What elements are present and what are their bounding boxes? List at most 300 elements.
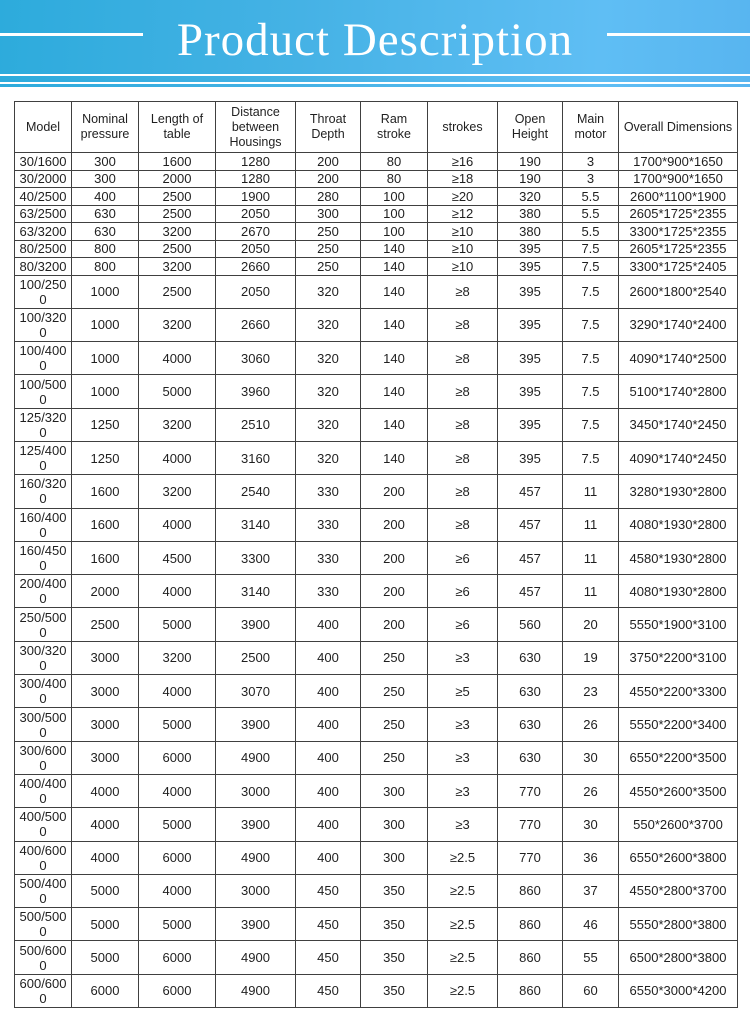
model-cell: 125/4000 (15, 441, 72, 474)
table-cell: 5000 (139, 908, 216, 941)
model-cell: 400/5000 (15, 808, 72, 841)
table-cell: 860 (498, 941, 563, 974)
table-cell: 190 (498, 153, 563, 171)
table-cell: 11 (563, 475, 619, 508)
table-cell: 5000 (139, 375, 216, 408)
table-cell: 3 (563, 153, 619, 171)
column-header: Main motor (563, 102, 619, 153)
table-cell: 6550*3000*4200 (619, 974, 738, 1007)
model-cell: 30/2000 (15, 170, 72, 188)
table-cell: 330 (296, 475, 361, 508)
table-cell: 395 (498, 342, 563, 375)
table-cell: 250 (296, 223, 361, 241)
table-cell: 6550*2200*3500 (619, 741, 738, 774)
table-cell: ≥16 (428, 153, 498, 171)
table-cell: 4000 (72, 841, 139, 874)
table-cell: 100 (361, 223, 428, 241)
table-cell: 5000 (72, 874, 139, 907)
table-cell: ≥8 (428, 508, 498, 541)
table-cell: 4000 (139, 675, 216, 708)
table-cell: 200 (361, 608, 428, 641)
table-cell: 20 (563, 608, 619, 641)
table-cell: ≥3 (428, 808, 498, 841)
table-row (15, 575, 738, 608)
table-cell: 395 (498, 441, 563, 474)
table-cell: 800 (72, 258, 139, 276)
table-cell: 26 (563, 774, 619, 807)
table-cell: 200 (361, 575, 428, 608)
table-row (15, 308, 738, 341)
table-cell: 320 (296, 275, 361, 308)
table-cell: 320 (296, 308, 361, 341)
table-cell: 4090*1740*2450 (619, 441, 738, 474)
table-cell: 300 (72, 170, 139, 188)
table-cell: 11 (563, 508, 619, 541)
table-cell: 1250 (72, 441, 139, 474)
table-cell: 250 (361, 741, 428, 774)
table-cell: 3000 (216, 874, 296, 907)
model-cell: 80/3200 (15, 258, 72, 276)
table-cell: 4550*2800*3700 (619, 874, 738, 907)
table-cell: 3000 (216, 774, 296, 807)
table-cell: 3200 (139, 408, 216, 441)
model-cell: 63/3200 (15, 223, 72, 241)
table-cell: ≥2.5 (428, 941, 498, 974)
table-cell: 1000 (72, 342, 139, 375)
table-cell: 450 (296, 908, 361, 941)
table-cell: 250 (361, 708, 428, 741)
table-cell: 320 (296, 342, 361, 375)
table-cell: 3450*1740*2450 (619, 408, 738, 441)
model-cell: 500/6000 (15, 941, 72, 974)
table-cell: 457 (498, 508, 563, 541)
model-cell: 600/6000 (15, 974, 72, 1007)
table-cell: 190 (498, 170, 563, 188)
column-header: Open Height (498, 102, 563, 153)
table-cell: 2000 (139, 170, 216, 188)
table-cell: 4000 (139, 441, 216, 474)
table-cell: 5000 (72, 908, 139, 941)
table-cell: 2050 (216, 275, 296, 308)
table-cell: 4000 (139, 508, 216, 541)
table-cell: 395 (498, 258, 563, 276)
table-cell: 7.5 (563, 408, 619, 441)
table-cell: 300 (361, 808, 428, 841)
model-cell: 100/2500 (15, 275, 72, 308)
table-cell: ≥6 (428, 575, 498, 608)
table-cell: 7.5 (563, 308, 619, 341)
table-row (15, 908, 738, 941)
table-cell: 6000 (139, 974, 216, 1007)
table-cell: 3300*1725*2355 (619, 223, 738, 241)
table-cell: 6000 (72, 974, 139, 1007)
table-cell: 1280 (216, 153, 296, 171)
table-cell: 1700*900*1650 (619, 170, 738, 188)
table-cell: 7.5 (563, 240, 619, 258)
table-cell: 400 (72, 188, 139, 206)
table-cell: 5.5 (563, 205, 619, 223)
table-cell: ≥20 (428, 188, 498, 206)
table-cell: 6000 (139, 941, 216, 974)
model-cell: 160/4000 (15, 508, 72, 541)
table-row (15, 240, 738, 258)
table-cell: 3200 (139, 641, 216, 674)
table-cell: 457 (498, 475, 563, 508)
table-cell: 4000 (139, 575, 216, 608)
table-row (15, 774, 738, 807)
table-row (15, 941, 738, 974)
table-cell: 330 (296, 541, 361, 574)
table-cell: 140 (361, 258, 428, 276)
table-cell: 395 (498, 408, 563, 441)
table-cell: 400 (296, 808, 361, 841)
table-row (15, 408, 738, 441)
table-cell: 140 (361, 275, 428, 308)
table-cell: ≥2.5 (428, 874, 498, 907)
spec-table-body (15, 153, 738, 1008)
table-row (15, 258, 738, 276)
model-cell: 400/4000 (15, 774, 72, 807)
table-cell: ≥3 (428, 708, 498, 741)
column-header: Overall Dimensions (619, 102, 738, 153)
table-cell: 36 (563, 841, 619, 874)
table-cell: 457 (498, 575, 563, 608)
table-cell: 2500 (72, 608, 139, 641)
table-cell: 300 (361, 774, 428, 807)
table-row (15, 188, 738, 206)
table-cell: ≥5 (428, 675, 498, 708)
table-cell: 630 (498, 741, 563, 774)
column-header: Nominal pressure (72, 102, 139, 153)
table-cell: 4900 (216, 741, 296, 774)
model-cell: 125/3200 (15, 408, 72, 441)
table-cell: 630 (72, 205, 139, 223)
table-cell: 2500 (139, 205, 216, 223)
table-cell: 450 (296, 974, 361, 1007)
table-cell: 100 (361, 205, 428, 223)
table-row (15, 153, 738, 171)
table-cell: ≥6 (428, 608, 498, 641)
table-cell: 330 (296, 575, 361, 608)
model-cell: 200/4000 (15, 575, 72, 608)
table-row (15, 675, 738, 708)
table-cell: 5.5 (563, 223, 619, 241)
model-cell: 300/3200 (15, 641, 72, 674)
table-cell: 5.5 (563, 188, 619, 206)
table-cell: 2605*1725*2355 (619, 240, 738, 258)
model-cell: 30/1600 (15, 153, 72, 171)
column-header: Throat Depth (296, 102, 361, 153)
table-cell: 4000 (72, 808, 139, 841)
table-cell: 395 (498, 240, 563, 258)
table-row (15, 475, 738, 508)
table-cell: 320 (296, 408, 361, 441)
table-row (15, 874, 738, 907)
page-title: Product Description (176, 14, 574, 66)
model-cell: 40/2500 (15, 188, 72, 206)
table-row (15, 641, 738, 674)
table-cell: 2660 (216, 308, 296, 341)
table-row (15, 608, 738, 641)
table-cell: 320 (296, 375, 361, 408)
table-cell: ≥2.5 (428, 908, 498, 941)
table-cell: 630 (498, 708, 563, 741)
table-cell: 7.5 (563, 258, 619, 276)
model-cell: 100/4000 (15, 342, 72, 375)
table-cell: 1900 (216, 188, 296, 206)
table-cell: 860 (498, 874, 563, 907)
table-cell: 80 (361, 170, 428, 188)
table-cell: 1000 (72, 308, 139, 341)
table-cell: ≥8 (428, 408, 498, 441)
table-cell: 11 (563, 575, 619, 608)
table-cell: 6500*2800*3800 (619, 941, 738, 974)
table-cell: 7.5 (563, 342, 619, 375)
table-header-row (15, 102, 738, 153)
table-cell: 3200 (139, 223, 216, 241)
table-cell: 200 (361, 475, 428, 508)
table-cell: 3160 (216, 441, 296, 474)
table-cell: 11 (563, 541, 619, 574)
table-cell: 5550*2800*3800 (619, 908, 738, 941)
table-row (15, 808, 738, 841)
table-cell: 7.5 (563, 375, 619, 408)
table-cell: 4500 (139, 541, 216, 574)
table-row (15, 841, 738, 874)
table-cell: 350 (361, 908, 428, 941)
table-cell: ≥10 (428, 240, 498, 258)
column-header: Distance between Housings (216, 102, 296, 153)
table-cell: ≥10 (428, 223, 498, 241)
model-cell: 300/4000 (15, 675, 72, 708)
table-cell: 140 (361, 342, 428, 375)
table-cell: 400 (296, 675, 361, 708)
table-cell: 250 (296, 258, 361, 276)
table-cell: 7.5 (563, 441, 619, 474)
table-cell: 4580*1930*2800 (619, 541, 738, 574)
table-cell: ≥2.5 (428, 841, 498, 874)
table-cell: 7.5 (563, 275, 619, 308)
table-cell: 100 (361, 188, 428, 206)
table-cell: 300 (296, 205, 361, 223)
table-cell: 770 (498, 808, 563, 841)
table-cell: 395 (498, 308, 563, 341)
model-cell: 400/6000 (15, 841, 72, 874)
table-cell: 3750*2200*3100 (619, 641, 738, 674)
table-cell: ≥2.5 (428, 974, 498, 1007)
table-cell: 350 (361, 874, 428, 907)
table-cell: 3300 (216, 541, 296, 574)
table-cell: ≥18 (428, 170, 498, 188)
table-cell: 3140 (216, 508, 296, 541)
model-cell: 100/3200 (15, 308, 72, 341)
table-cell: 5550*2200*3400 (619, 708, 738, 741)
table-cell: 3300*1725*2405 (619, 258, 738, 276)
table-cell: 250 (361, 675, 428, 708)
table-cell: 140 (361, 308, 428, 341)
table-cell: 1600 (72, 508, 139, 541)
table-cell: 1000 (72, 275, 139, 308)
table-cell: 3900 (216, 708, 296, 741)
table-cell: 4000 (139, 874, 216, 907)
table-cell: 6550*2600*3800 (619, 841, 738, 874)
table-cell: 350 (361, 941, 428, 974)
table-cell: 2500 (216, 641, 296, 674)
table-cell: 140 (361, 441, 428, 474)
table-cell: 2500 (139, 275, 216, 308)
table-cell: 5000 (139, 808, 216, 841)
table-cell: 2600*1100*1900 (619, 188, 738, 206)
table-cell: 3900 (216, 808, 296, 841)
table-cell: 5000 (72, 941, 139, 974)
table-cell: 560 (498, 608, 563, 641)
table-cell: 1250 (72, 408, 139, 441)
table-cell: ≥12 (428, 205, 498, 223)
table-cell: 3900 (216, 608, 296, 641)
table-cell: 630 (498, 641, 563, 674)
table-row (15, 508, 738, 541)
table-cell: 4900 (216, 941, 296, 974)
table-cell: 550*2600*3700 (619, 808, 738, 841)
table-cell: 6000 (139, 841, 216, 874)
table-cell: 3200 (139, 475, 216, 508)
table-cell: ≥3 (428, 741, 498, 774)
table-row (15, 170, 738, 188)
model-cell: 80/2500 (15, 240, 72, 258)
table-cell: 140 (361, 240, 428, 258)
table-cell: 350 (361, 974, 428, 1007)
table-cell: 2500 (139, 188, 216, 206)
table-cell: 140 (361, 408, 428, 441)
table-cell: 3960 (216, 375, 296, 408)
banner-stripe-secondary (0, 84, 750, 87)
table-cell: 200 (296, 170, 361, 188)
table-cell: 3 (563, 170, 619, 188)
model-cell: 160/4500 (15, 541, 72, 574)
table-cell: 250 (296, 240, 361, 258)
table-cell: 630 (498, 675, 563, 708)
table-cell: 4550*2200*3300 (619, 675, 738, 708)
table-row (15, 741, 738, 774)
table-cell: 6000 (139, 741, 216, 774)
table-cell: 1600 (72, 475, 139, 508)
table-cell: 2510 (216, 408, 296, 441)
table-cell: 5100*1740*2800 (619, 375, 738, 408)
table-cell: 200 (296, 153, 361, 171)
table-row (15, 205, 738, 223)
column-header: Model (15, 102, 72, 153)
table-row (15, 223, 738, 241)
table-cell: 3070 (216, 675, 296, 708)
table-cell: 860 (498, 908, 563, 941)
table-cell: 380 (498, 205, 563, 223)
table-cell: 800 (72, 240, 139, 258)
table-cell: 400 (296, 641, 361, 674)
table-cell: 860 (498, 974, 563, 1007)
table-cell: 770 (498, 841, 563, 874)
table-cell: 630 (72, 223, 139, 241)
table-cell: 4000 (139, 342, 216, 375)
table-cell: 60 (563, 974, 619, 1007)
table-cell: 4000 (72, 774, 139, 807)
table-row (15, 375, 738, 408)
table-cell: 5000 (139, 608, 216, 641)
column-header: Ram stroke (361, 102, 428, 153)
table-cell: ≥8 (428, 441, 498, 474)
table-cell: 26 (563, 708, 619, 741)
table-cell: 4080*1930*2800 (619, 508, 738, 541)
table-cell: 4550*2600*3500 (619, 774, 738, 807)
table-cell: 3900 (216, 908, 296, 941)
table-cell: 19 (563, 641, 619, 674)
table-cell: 46 (563, 908, 619, 941)
table-cell: 400 (296, 841, 361, 874)
table-cell: 320 (498, 188, 563, 206)
table-cell: 4090*1740*2500 (619, 342, 738, 375)
table-cell: 5000 (139, 708, 216, 741)
table-cell: 400 (296, 741, 361, 774)
table-cell: ≥8 (428, 375, 498, 408)
table-row (15, 708, 738, 741)
model-cell: 300/5000 (15, 708, 72, 741)
title-rule-left (0, 33, 143, 36)
table-row (15, 541, 738, 574)
table-row (15, 275, 738, 308)
table-cell: 400 (296, 708, 361, 741)
table-cell: 2600*1800*2540 (619, 275, 738, 308)
table-cell: 1000 (72, 375, 139, 408)
table-cell: 55 (563, 941, 619, 974)
table-row (15, 974, 738, 1007)
table-cell: 380 (498, 223, 563, 241)
table-cell: 3000 (72, 675, 139, 708)
column-header: strokes (428, 102, 498, 153)
table-cell: 4900 (216, 974, 296, 1007)
table-cell: 2660 (216, 258, 296, 276)
table-cell: 30 (563, 808, 619, 841)
table-cell: 2050 (216, 205, 296, 223)
table-cell: ≥10 (428, 258, 498, 276)
table-cell: 330 (296, 508, 361, 541)
spec-table (14, 101, 738, 1008)
table-cell: 3290*1740*2400 (619, 308, 738, 341)
table-cell: 3280*1930*2800 (619, 475, 738, 508)
table-cell: 450 (296, 874, 361, 907)
table-cell: 3000 (72, 741, 139, 774)
table-cell: 4080*1930*2800 (619, 575, 738, 608)
table-row (15, 441, 738, 474)
model-cell: 63/2500 (15, 205, 72, 223)
table-cell: 450 (296, 941, 361, 974)
table-cell: 2050 (216, 240, 296, 258)
table-cell: 3060 (216, 342, 296, 375)
column-header: Length of table (139, 102, 216, 153)
table-cell: 140 (361, 375, 428, 408)
table-cell: 280 (296, 188, 361, 206)
model-cell: 100/5000 (15, 375, 72, 408)
table-cell: 400 (296, 608, 361, 641)
table-cell: 30 (563, 741, 619, 774)
table-cell: ≥8 (428, 275, 498, 308)
model-cell: 300/6000 (15, 741, 72, 774)
table-cell: ≥6 (428, 541, 498, 574)
table-cell: ≥8 (428, 475, 498, 508)
table-cell: 23 (563, 675, 619, 708)
model-cell: 500/4000 (15, 874, 72, 907)
table-cell: 5550*1900*3100 (619, 608, 738, 641)
table-cell: 1600 (72, 541, 139, 574)
table-cell: ≥8 (428, 342, 498, 375)
